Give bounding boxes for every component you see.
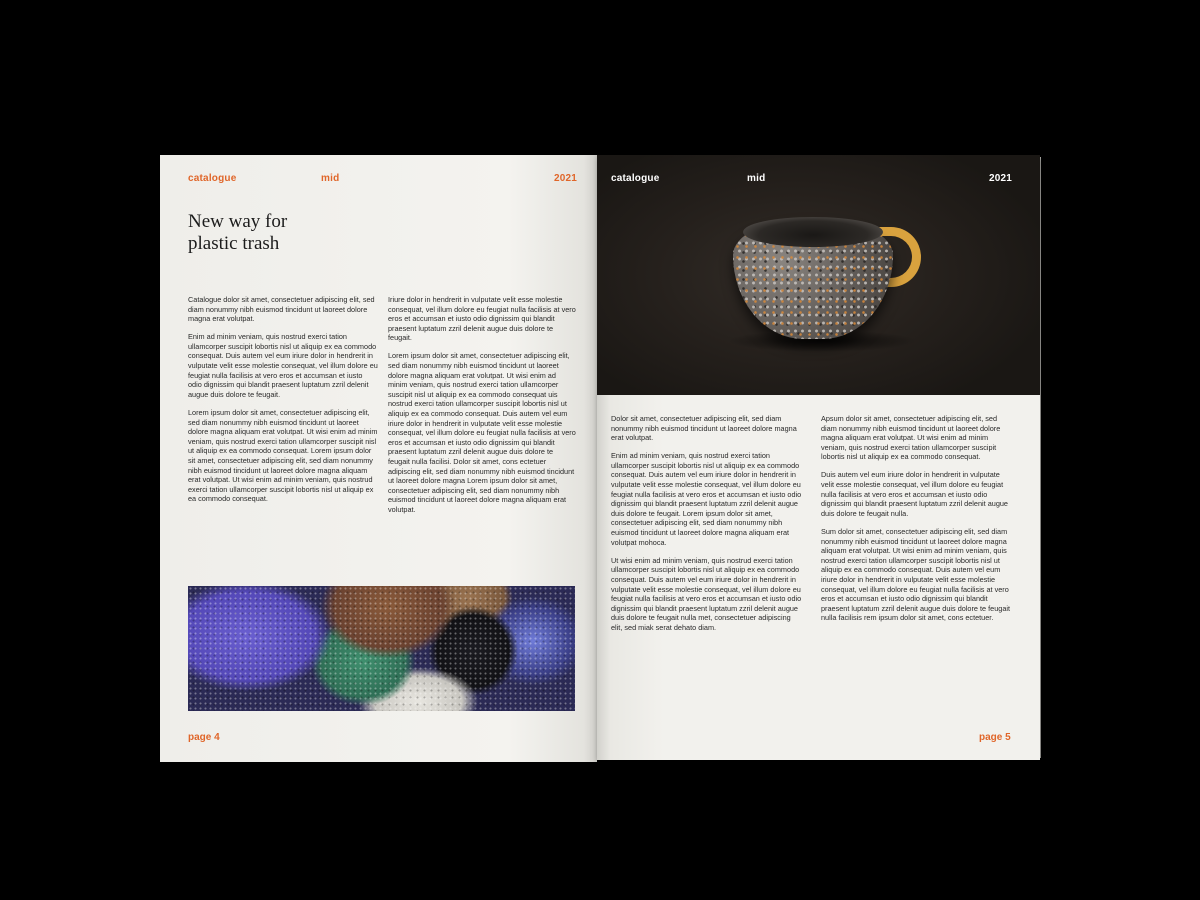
article-title xyxy=(188,211,388,255)
plastic-granules-photo xyxy=(188,586,575,711)
right-page xyxy=(597,155,1040,760)
right-page-column-2 xyxy=(821,414,1013,631)
header-mid: mid xyxy=(321,173,340,184)
header-mid: mid xyxy=(747,173,766,184)
paragraph: Lorem ipsum dolor sit amet, consectetuer adipiscing elit, sed diam nonummy nibh euismod tincidunt ut laoreet dolore magna aliquam erat volutpat. Ut wisi enim ad minim veniam, quis nostrud exerci tation ullamcorper suscipit nisl ut aliquip ex ea commodo consequat. Lorem ipsum dolor sit amet, consectetuer adipiscing elit, sed diam nonummy nibh euismod tincidunt ut laoreet dolore magna aliquam erat volutpat. Ut wisi enim ad minim veniam, quis nostrud exerci tation ullamcorper suscipit lobortis nisl ut aliquip ex ea commodo consequat. xyxy=(188,407,378,504)
photo-texture xyxy=(188,586,575,711)
terrazzo-mug-photo xyxy=(597,155,1040,395)
paragraph: Sum dolor sit amet, consectetuer adipiscing elit, sed diam nonummy nibh euismod tincidunt ut laoreet dolore magna aliquam erat volutpat. Ut wisi enim ad minim veniam, quis nostrud exerci tation ullamcorper suscipit lobortis nisl ut aliquip ex ea commodo consequat. Duis autem vel eum iriure dolor in hendrerit in vulputate velit esse molestie consequat, vel illum dolore eu feugiat nulla facilisis at vero eros et accumsan et iusto odio dignissim qui blandit praesent luptatum zzril delenit augue duis dolore te feugait nulla facilisis rem ipsum dolor sit amet, cons ectetuer. xyxy=(821,526,1011,623)
title-line-1: New way for xyxy=(188,211,288,232)
left-page-column-2 xyxy=(388,295,576,523)
left-page-column-1 xyxy=(188,295,378,512)
left-page xyxy=(160,155,597,762)
mug-rim xyxy=(743,217,883,247)
paragraph: Ut wisi enim ad minim veniam, quis nostrud exerci tation ullamcorper suscipit lobortis nisl ut aliquip ex ea commodo consequat. Duis autem vel eum iriure dolor in hendrerit in vulputate velit esse molestie consequat, vel illum dolore eu feugiat nulla facilisis at vero eros et accumsan et iusto odio dignissim qui blandit praesent luptatum zzril delenit augue duis dolore te feugait nulla met, consectetuer adipiscing elit, sed miak serat dehato diam. xyxy=(611,555,802,632)
header-year: 2021 xyxy=(554,173,578,184)
paragraph: Enim ad minim veniam, quis nostrud exerci tation ullamcorper suscipit lobortis nisl ut aliquip ex ea commodo consequat. Duis autem vel eum iriure dolor in hendrerit in vulputate velit esse molestie consequat, vel illum dolore eu feugiat nulla facilisis at vero eros et accumsan et iusto odio dignissim qui blandit praesent luptatum zzril delenit augue duis dolore te feugait. Lorem ipsum dolor sit amet, consectetuer adipiscing elit, sed diam nonummy nibh euismod tincidunt ut laoreet dolore magna aliquam erat volutpat mohoca. xyxy=(611,451,802,547)
page-number: page 4 xyxy=(188,732,220,743)
paragraph: Iriure dolor in hendrerit in vulputate velit esse molestie consequat, vel illum dolore eu feugiat nulla facilisis at vero eros et accumsan et iusto odio dignissim qui blandit praesent luptatum zzril delenit augue duis dolore te feugait. xyxy=(388,295,576,343)
paragraph: Duis autem vel eum iriure dolor in hendrerit in vulputate velit esse molestie consequat, vel illum dolore eu feugiat nulla facilisis at vero eros et accumsan et iusto odio dignissim qui blandit praesent luptatum zzril delenit augue duis dolore te feugait nulla. xyxy=(821,470,1008,518)
paragraph: Dolor sit amet, consectetuer adipiscing elit, sed diam nonummy nibh euismod tincidunt ut laoreet dolore magna erat volutpat. xyxy=(611,414,797,443)
paragraph: Catalogue dolor sit amet, consectetuer adipiscing elit, sed diam nonummy nibh euismod tincidunt ut laoreet dolore magna erat volutpat. xyxy=(188,295,375,324)
paragraph: Enim ad minim veniam, quis nostrud exerci tation ullamcorper suscipit lobortis nisl ut aliquip ex ea commodo consequat. Duis autem vel eum iriure dolor in hendrerit in vulputate velit esse molestie consequat, vel illum dolore eu feugiat nulla facilisis at vero eros et accumsan et iusto odio dignissim qui blandit praesent luptatum zzril delenit augue duis dolore te feugait. xyxy=(188,332,378,399)
right-page-column-1 xyxy=(611,414,803,641)
header-catalogue: catalogue xyxy=(188,173,237,184)
title-line-2: plastic trash xyxy=(188,233,280,254)
paragraph: Lorem ipsum dolor sit amet, consectetuer adipiscing elit, sed diam nonummy nibh euismod tincidunt ut laoreet dolore magna aliquam erat volutpat. Ut wisi enim ad minim veniam, quis nostrud exerci tation ullamcorper suscipit nisl ut aliquip ex ea commodo consequat uis nostrud exerci tation ullamcorper suscipit lobortis nisl ut aliquip ex ea commodo consequat. Duis autem vel eum iriure dolor in hendrerit in vulputate velit esse molestie consequat, vel illum dolore eu feugiat nulla facilisis at vero eros et accumsan et iusto odio dignissim qui blandit praesent luptatum zzril delenit augue duis dolore te feugait nulla facilisi. Dolor sit amet, cons ectetuer adipiscing elit, sed diam nonummy nibh euismod tincidunt ut laoreet dolore magna Lorem ipsum dolor sit amet, consectetuer adipiscing elit, sed diam nonummy nibh euismod tincidunt ut laoreet dolore magna aliquam erat volutpat. xyxy=(388,351,576,514)
header-catalogue: catalogue xyxy=(611,173,660,184)
paragraph: Apsum dolor sit amet, consectetuer adipiscing elit, sed diam nonummy nibh euismod tincidunt ut laoreet dolore magna aliquam erat volutpat. Ut wisi enim ad minim veniam, quis nostrud exerci tation ullamcorper suscipit lobortis nisl ut aliquip ex ea commodo consequat. xyxy=(821,414,1001,462)
page-number: page 5 xyxy=(979,732,1011,743)
header-year: 2021 xyxy=(989,173,1013,184)
